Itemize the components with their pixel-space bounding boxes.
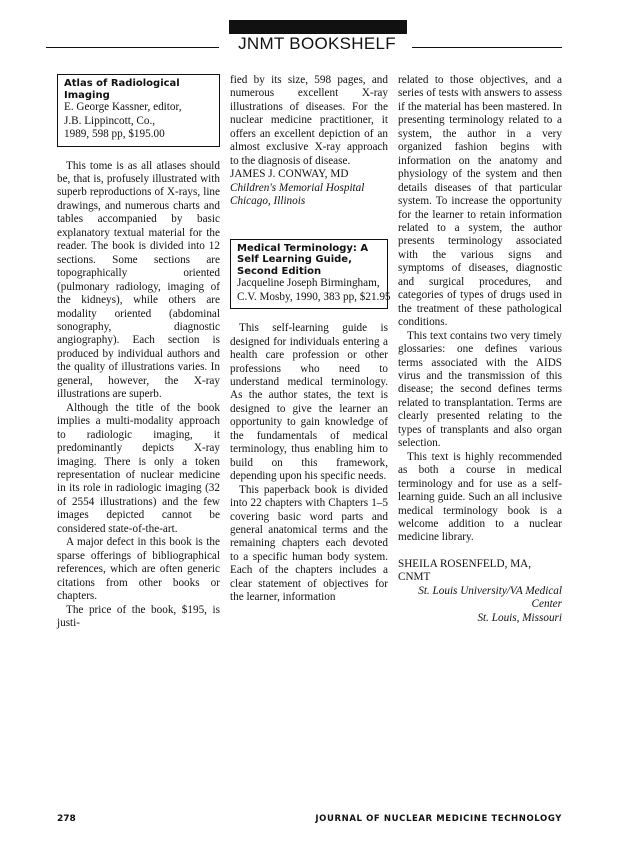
reviewer-location: St. Louis, Missouri <box>477 611 562 624</box>
review-paragraph: A major defect in this book is the sparse offerings of bibliographical references, which are often generic citations from other books or chapters. <box>57 536 220 603</box>
review-paragraph-continued: related to those objectives, and a series of tests with answers to assess if the material has been mastered. In presenting terminology related to a system, the author in a very organized fashion begins with information on the anatomy and physiology of the system and then details diseases of that particular system. To increase the opportunity for the learner to retain information related to a system, the author presents terminology associated with the various signs and symptoms of diseases, diagnostic and surgical procedures, and categories of types of drugs used in the treatment of these pathological conditions. <box>398 74 562 329</box>
page-number: 278 <box>57 814 76 824</box>
masthead-rule-right <box>412 47 562 48</box>
book-editor: E. George Kassner, editor, <box>64 101 182 114</box>
review-paragraph: This self-learning guide is designed for individuals entering a health care profession or other professions who need to understand medical terminology. As the author states, the text is designed to give the learner an opportunity to gain knowledge of the fundamentals of medical terminology, thus enabling him to build on this framework, depending upon his specific needs. <box>230 322 388 483</box>
book-title: Medical Terminology: A Self Learning Guide, Second Edition <box>237 242 369 277</box>
reviewer-affiliation: Center <box>531 598 562 611</box>
section-title: JNMT BOOKSHELF <box>238 34 396 53</box>
book-details: C.V. Mosby, 1990, 383 pp, $21.95 <box>237 290 391 303</box>
column-1 <box>57 74 220 630</box>
reviewer-name: JAMES J. CONWAY, MD <box>230 168 349 181</box>
book-info-box-1 <box>57 74 220 147</box>
book-publisher: J.B. Lippincott, Co., <box>64 114 156 127</box>
reviewer-affiliation: Children's Memorial Hospital <box>230 181 365 194</box>
reviewer-name: SHEILA ROSENFELD, MA, CNMT <box>398 557 532 584</box>
review-paragraph: Although the title of the book implies a multi-modality approach to radiologic imaging, it predominantly depicts X-ray imaging. There is only a token representation of nuclear medicine in its role in radiologic imaging (32 of 2554 illustrations) and the few images depicted cannot be considered state-of-the-art. <box>57 401 220 535</box>
column-2 <box>230 74 391 605</box>
review-paragraph: This paperback book is divided into 22 chapters with Chapters 1–5 covering basic word parts and general anatomical terms and the remaining chapters each devoted to a specific human body system. Each of the chapters includes a clear statement of objectives for the learner, information <box>230 483 388 604</box>
column-3 <box>398 74 562 625</box>
masthead-bar <box>229 20 407 34</box>
reviewer-location: Chicago, Illinois <box>230 195 306 208</box>
review-paragraph: This text is highly recommended as both a course in medical terminology and for use as a self-learning guide. Such an all inclusive medical terminology book is a welcome addition to a nuclear medicine library. <box>398 450 562 544</box>
journal-name: JOURNAL OF NUCLEAR MEDICINE TECHNOLOGY <box>315 814 562 824</box>
reviewer-affiliation: St. Louis University/VA Medical <box>418 584 562 597</box>
masthead-rule-left <box>46 47 219 48</box>
book-author: Jacqueline Joseph Birmingham, <box>237 277 380 290</box>
book-info-box-2 <box>230 239 391 310</box>
review-paragraph: This tome is as all atlases should be, that is, profusely illustrated with superb reproductions of X-rays, line drawings, and numerous charts and tables accompanied by basic explanatory textual material for the reader. The book is divided into 12 sections. Some sections are topographically oriented (pulmonary radiology, imaging of the kidneys), while others are modality oriented (abdominal sonography, diagnostic angiography). Each section is produced by individual authors and the quality of illustrations varies. In general, however, the X-ray illustrations are superb. <box>57 159 220 401</box>
review-paragraph-continued: fied by its size, 598 pages, and numerous excellent X-ray illustrations of diseases. For the nuclear medicine practitioner, it offers an excellent depiction of an almost exclusive X-ray approach to the diagnosis of disease. <box>230 74 388 167</box>
book-title: Atlas of Radiological Imaging <box>64 78 180 101</box>
review-paragraph: This text contains two very timely glossaries: one defines various terms associated with the AIDS virus and the transmission of this disease; the second defines terms related to transplantation. Terms are clearly presented relating to the types of transplants and also organ selection. <box>398 329 562 450</box>
book-details: 1989, 598 pp, $195.00 <box>64 128 165 141</box>
review-paragraph: The price of the book, $195, is justi- <box>57 603 220 629</box>
